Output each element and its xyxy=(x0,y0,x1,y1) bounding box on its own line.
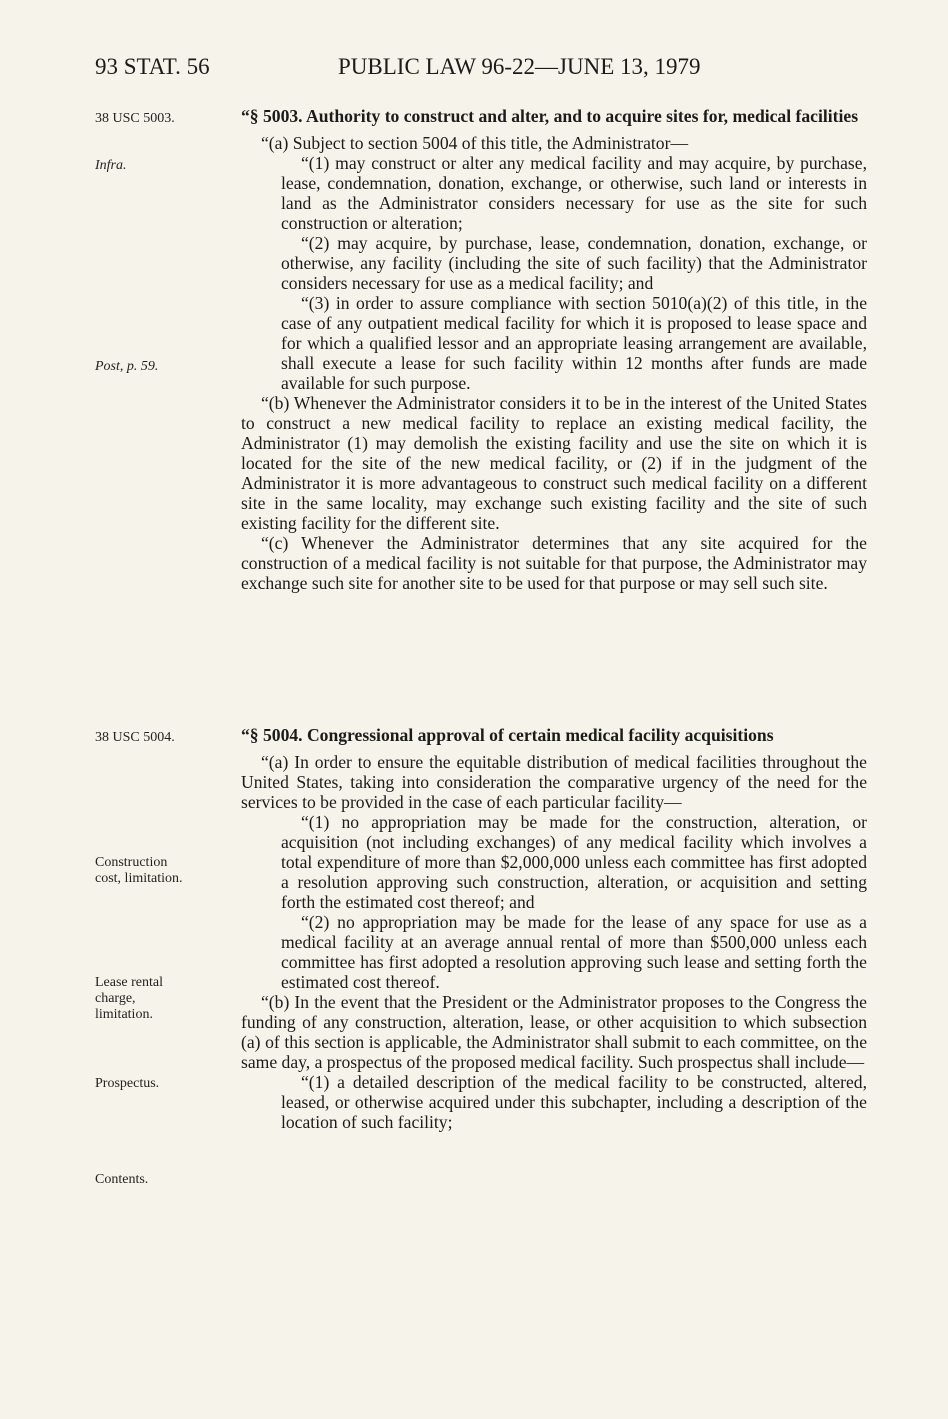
section-5003-paragraph-a3: “(3) in order to assure compliance with section 5010(a)(2) of this title, in the case of any outpatient medical facility for which it is proposed to lease space and for which a qualified lessor and an appropriate leasing arrangement are available, shall execute a lease for such facility within 12 months after funds are made available for such purpose. xyxy=(281,293,867,393)
section-5004-subsection-b: “(b) In the event that the President or the Administrator proposes to the Congress the funding of any construction, alteration, lease, or other acquisition to which subsection (a) of this section is applicable, the Administrator shall submit to each committee, on the same day, a prospectus of the proposed medical facility. Such prospectus shall include— xyxy=(241,992,867,1072)
margin-note-prospectus: Prospectus. xyxy=(95,1076,160,1091)
section-5003-subsection-c: “(c) Whenever the Administrator determines that any site acquired for the construction of a medical facility is not suitable for that purpose, the Administrator may exchange such site for another site to be used for that purpose or may sell such site. xyxy=(241,533,867,593)
margin-note-usc5003: 38 USC 5003. xyxy=(95,111,175,126)
section-5004-paragraph-a2: “(2) no appropriation may be made for the lease of any space for use as a medical facility at an average annual rental of more than $500,000 unless each committee has first adopted a resolution approving such lease and setting forth the estimated cost thereof. xyxy=(281,912,867,992)
margin-note-construction-line1: Construction xyxy=(95,855,168,870)
section-5003 xyxy=(241,106,867,593)
page-stat-number: 93 STAT. 56 xyxy=(95,54,210,79)
margin-note-lease-line3: limitation. xyxy=(95,1007,153,1022)
section-5003-subsection-a: “(a) Subject to section 5004 of this title, the Administrator— xyxy=(261,133,689,153)
section-5004-heading: “§ 5004. Congressional approval of certain medical facility acquisitions xyxy=(241,725,774,745)
margin-note-infra: Infra. xyxy=(95,158,127,173)
margin-note-lease xyxy=(95,975,163,1023)
section-5004 xyxy=(241,725,867,1132)
section-5003-paragraph-a2: “(2) may acquire, by purchase, lease, condemnation, donation, exchange, or otherwise, any facility (including the site of such facility) that the Administrator considers necessary for use as a medical facility; and xyxy=(281,233,867,293)
margin-note-lease-line2: charge, xyxy=(95,991,136,1006)
section-5004-subsection-a: “(a) In order to ensure the equitable distribution of medical facilities throughout the United States, taking into consideration the comparative urgency of the need for the services to be provided in the case of each particular facility— xyxy=(241,752,867,812)
section-5004-paragraph-b1: “(1) a detailed description of the medical facility to be constructed, altered, leased, or otherwise acquired under this subchapter, including a description of the location of such facility; xyxy=(281,1072,867,1132)
page-running-title: PUBLIC LAW 96-22—JUNE 13, 1979 xyxy=(338,54,701,79)
section-5003-heading: “§ 5003. Authority to construct and alter, and to acquire sites for, medical facilities xyxy=(241,106,859,126)
section-5003-subsection-b: “(b) Whenever the Administrator considers it to be in the interest of the United States to construct a new medical facility to replace an existing medical facility, the Administrator (1) may demolish the existing facility and use the site on which it is located for the site of the new medical facility, or (2) if in the judgment of the Administrator it is more advantageous to construct such medical facility on a different site in the same locality, may exchange such existing facility and the site of such existing facility for the different site. xyxy=(241,393,867,533)
section-5003-paragraph-a1: “(1) may construct or alter any medical facility and may acquire, by purchase, lease, condemnation, donation, exchange, or otherwise, such land or interests in land as the Administrator considers necessary for use as the site for such construction or alteration; xyxy=(281,153,867,233)
margin-note-construction xyxy=(95,855,183,887)
margin-note-contents: Contents. xyxy=(95,1172,149,1187)
margin-note-lease-line1: Lease rental xyxy=(95,975,164,990)
margin-note-construction-line2: cost, limitation. xyxy=(95,871,183,886)
section-5004-paragraph-a1: “(1) no appropriation may be made for the construction, alteration, or acquisition (not including exchanges) of any medical facility which involves a total expenditure of more than $2,000,000 unless each committee has first adopted a resolution approving such construction, alteration, or acquisition and setting forth the estimated cost thereof; and xyxy=(281,812,867,912)
margin-note-usc5004: 38 USC 5004. xyxy=(95,730,175,745)
margin-note-post: Post, p. 59. xyxy=(95,359,159,374)
